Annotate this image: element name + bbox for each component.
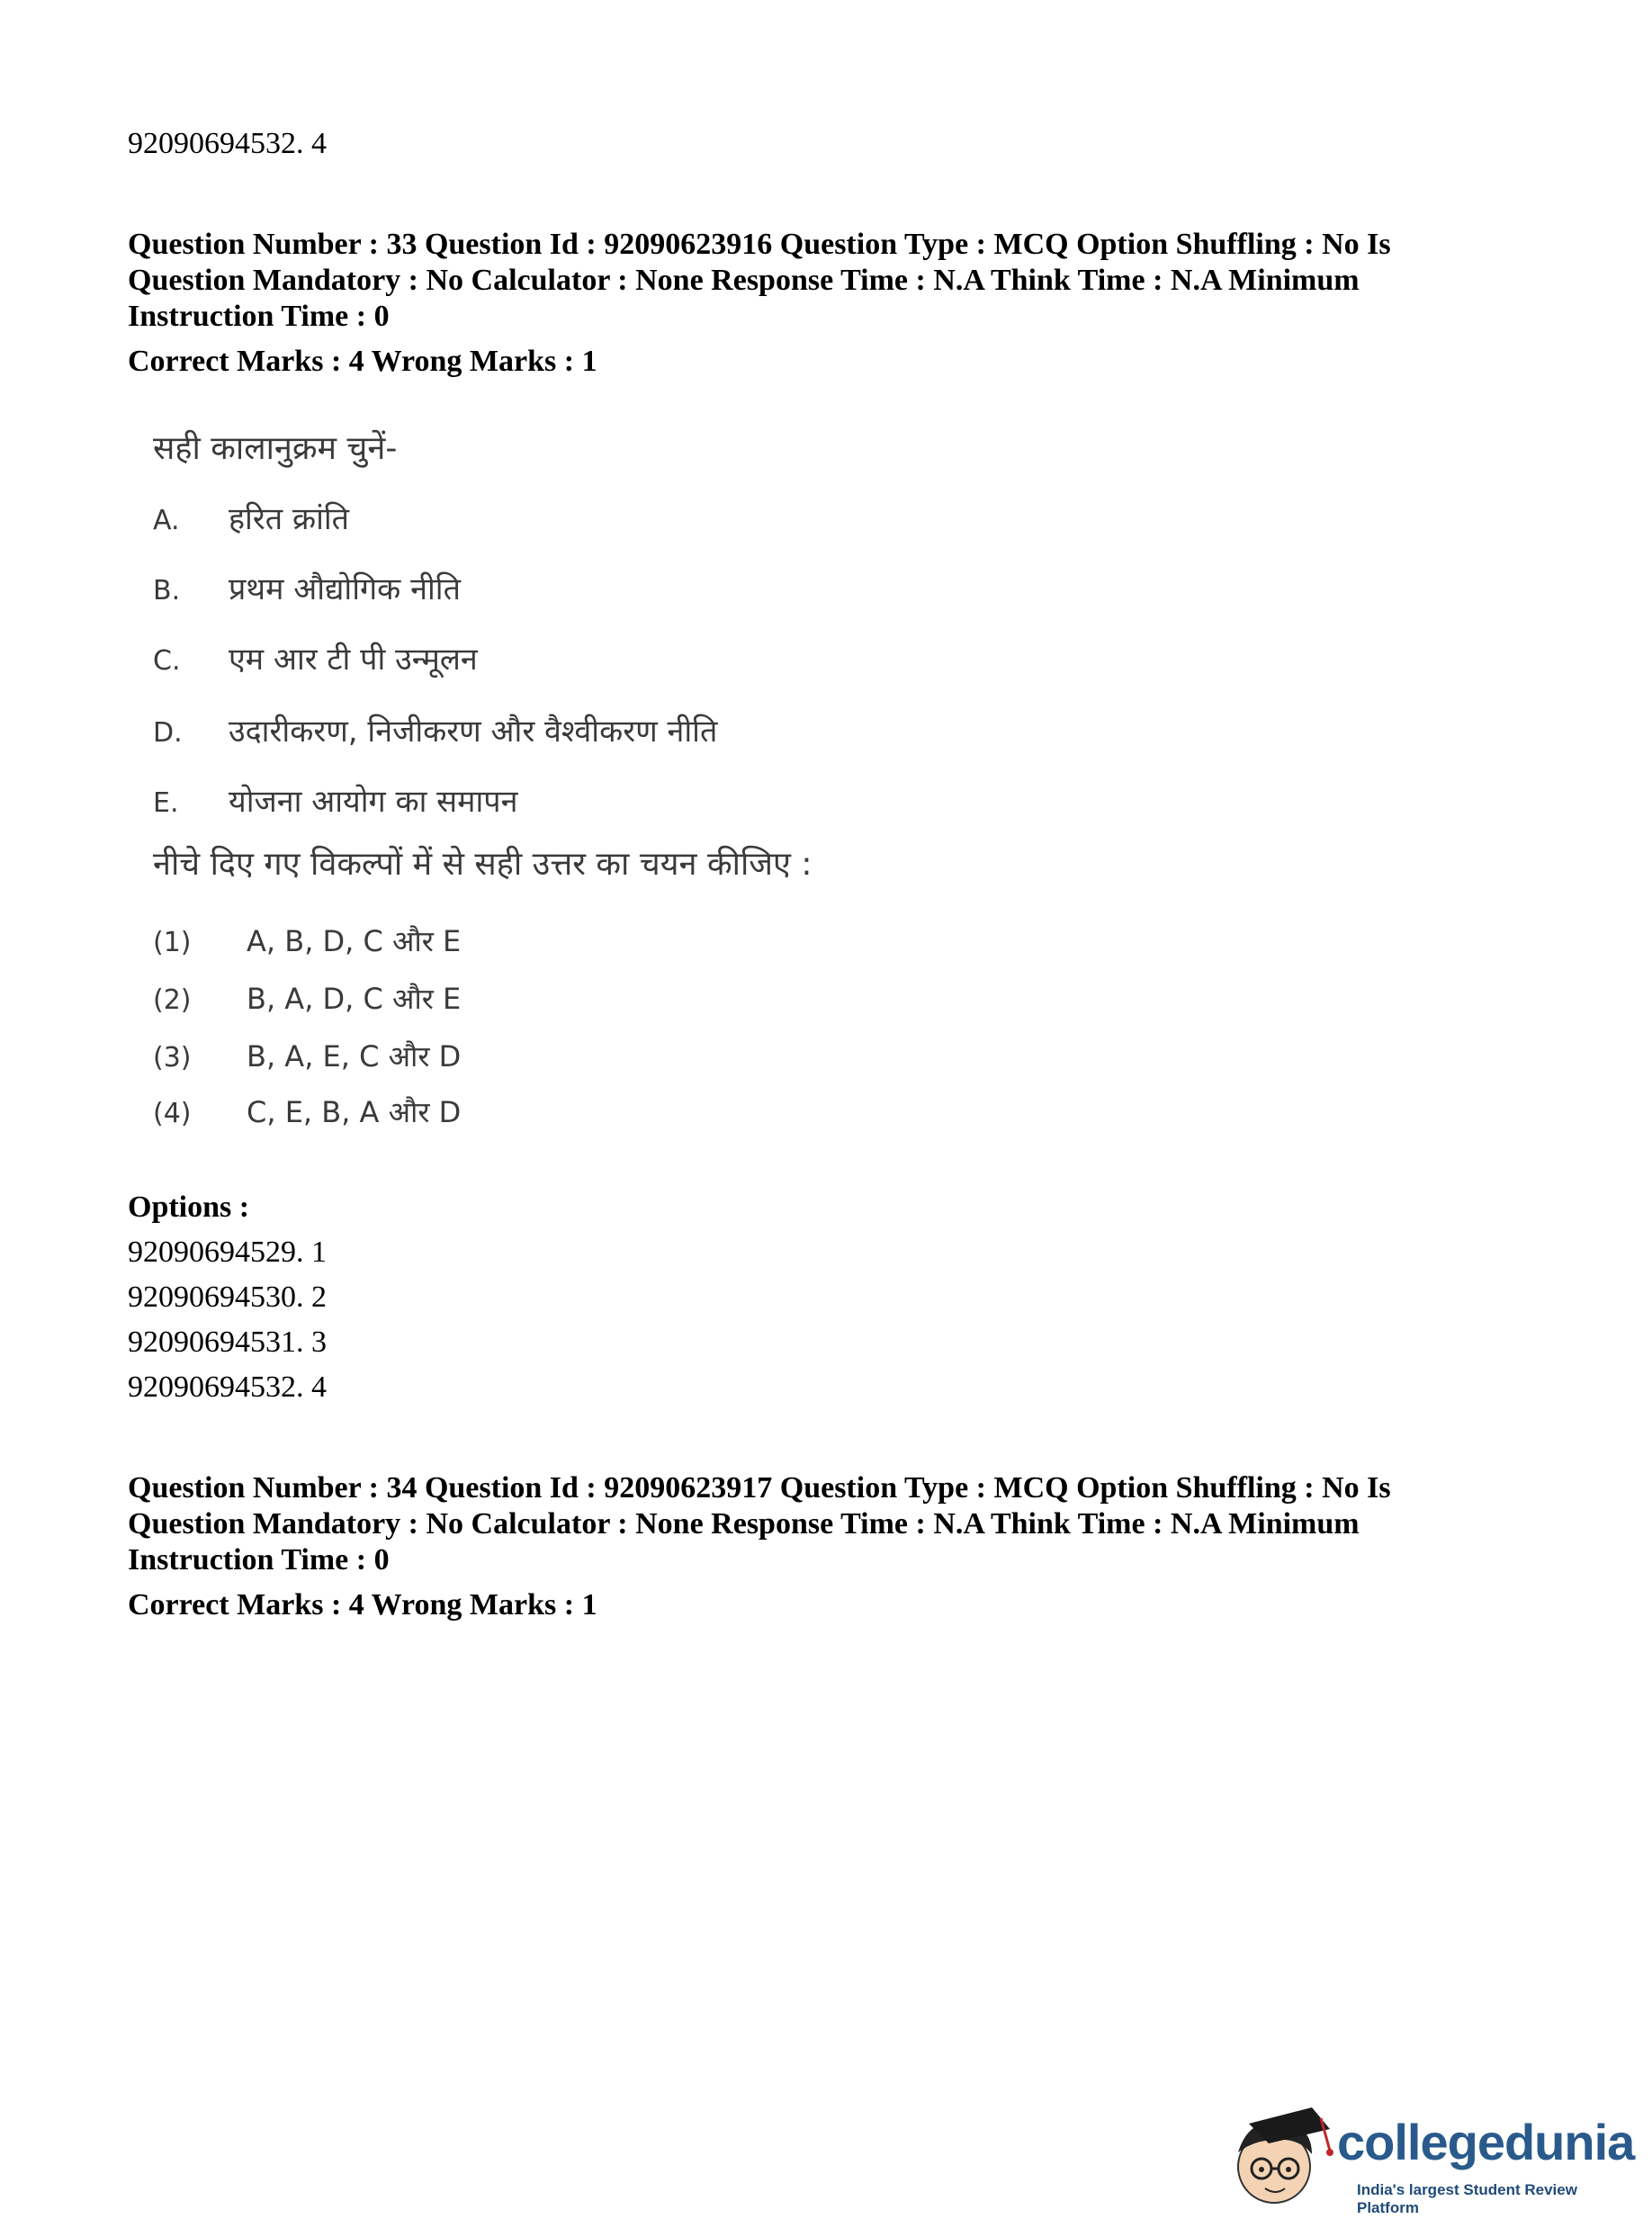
list-item: C. एम आर टी पी उन्मूलन bbox=[153, 642, 478, 678]
collegedunia-logo bbox=[1222, 2098, 1636, 2215]
logo-wordmark: collegedunia bbox=[1337, 2114, 1635, 2170]
logo-tagline: India's largest Student Review Platform bbox=[1357, 2181, 1577, 2216]
answer-choice: (3) B, A, E, C और D bbox=[153, 1039, 462, 1074]
answer-choice: (1) A, B, D, C और E bbox=[153, 924, 462, 958]
list-item: D. उदारीकरण, निजीकरण और वैश्वीकरण नीति bbox=[153, 714, 718, 750]
option-line: 92090694529. 1 bbox=[128, 1235, 327, 1269]
option-line: 92090694532. 4 bbox=[128, 1370, 327, 1404]
option-line: 92090694530. 2 bbox=[128, 1280, 327, 1314]
question-stem: सही कालानुक्रम चुनें- bbox=[153, 430, 398, 467]
list-item: E. योजना आयोग का समापन bbox=[153, 784, 518, 820]
option-line: 92090694531. 3 bbox=[128, 1325, 327, 1359]
question-instruction: नीचे दिए गए विकल्पों में से सही उत्तर का चयन कीजिए : bbox=[153, 846, 813, 883]
question-34-marks: Correct Marks : 4 Wrong Marks : 1 bbox=[128, 1588, 597, 1622]
list-item: A. हरित क्रांति bbox=[153, 501, 350, 537]
options-heading: Options : bbox=[128, 1190, 250, 1224]
answer-choice: (2) B, A, D, C और E bbox=[153, 982, 462, 1016]
list-item: B. प्रथम औद्योगिक नीति bbox=[153, 571, 461, 607]
question-33-marks: Correct Marks : 4 Wrong Marks : 1 bbox=[128, 345, 597, 378]
question-33-image bbox=[144, 416, 846, 1154]
mascot-icon bbox=[1222, 2098, 1339, 2215]
question-33-meta: Question Number : 33 Question Id : 92090623916 Question Type : MCQ Option Shuffling : No Is Question Mandatory : No Calculator : None Response Time : N.A Think Time : N.A Minimum Instruction Time : 0 bbox=[128, 228, 1391, 333]
answer-choice: (4) C, E, B, A और D bbox=[153, 1095, 462, 1129]
previous-option-line: 92090694532. 4 bbox=[128, 127, 327, 160]
question-34-meta: Question Number : 34 Question Id : 92090623917 Question Type : MCQ Option Shuffling : No Is Question Mandatory : No Calculator : None Response Time : N.A Think Time : N.A Minimum Instruction Time : 0 bbox=[128, 1471, 1391, 1577]
